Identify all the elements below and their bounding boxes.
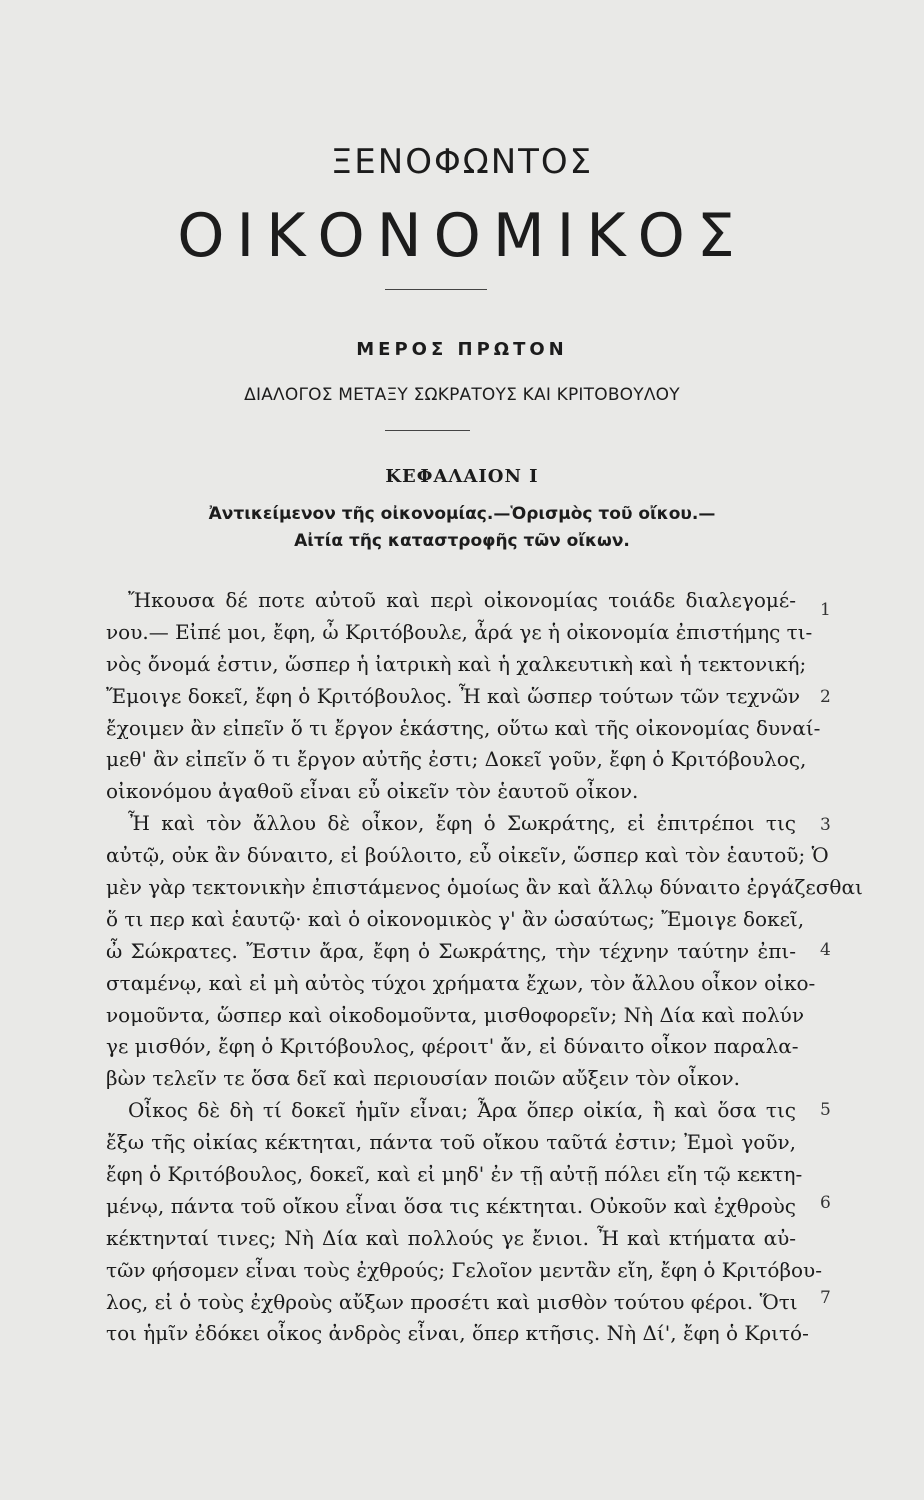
text-line: νὸς ὄνομά ἐστιν, ὥσπερ ἡ ἰατρικὴ καὶ ἡ χαλκευτικὴ καὶ ἡ τεκτονική;	[106, 651, 807, 676]
work-title: ΟΙΚΟΝΟΜΙΚΟΣ	[177, 201, 747, 271]
chapter-heading: ΚΕΦΑΛΑΙΟΝ Ι	[385, 466, 539, 487]
chapter-summary-line: Αἰτία τῆς καταστροφῆς τῶν οἴκων.	[294, 531, 630, 551]
author-heading: ΞΕΝΟΦΩΝΤΟΣ	[330, 142, 594, 182]
text-line: Ἤκουσα δέ ποτε αὐτοῦ καὶ περὶ οἰκονομίας τοιάδε διαλεγομέ-	[128, 588, 796, 612]
section-number: 3	[820, 815, 831, 835]
part-heading: ΜΕΡΟΣ ΠΡΩΤΟΝ	[356, 339, 568, 360]
text-line: αὐτῷ, οὐκ ἂν δύναιτο, εἰ βούλοιτο, εὖ οἰκεῖν, ὥσπερ καὶ τὸν ἑαυτοῦ; Ὁ	[106, 843, 829, 868]
section-number: 6	[820, 1193, 831, 1213]
divider-rule	[385, 430, 470, 431]
body-text	[106, 585, 863, 1350]
text-line: ὅ τι περ καὶ ἑαυτῷ· καὶ ὁ οἰκονομικὸς γ' ἂν ὡσαύτως; Ἔμοιγε δοκεῖ,	[106, 906, 805, 931]
text-line: οἰκονόμου ἀγαθοῦ εἶναι εὖ οἰκεῖν τὸν ἑαυτοῦ οἶκον.	[106, 779, 639, 804]
text-line: Ἦ καὶ τὸν ἄλλου δὲ οἶκον, ἔφη ὁ Σωκράτης, εἰ ἐπιτρέποι τις	[128, 811, 796, 836]
text-line: Ἔμοιγε δοκεῖ, ἔφη ὁ Κριτόβουλος. Ἦ καὶ ὥσπερ τούτων τῶν τεχνῶν	[106, 683, 801, 708]
section-number: 1	[820, 600, 831, 620]
section-number: 2	[820, 687, 831, 707]
text-line: μένῳ, πάντα τοῦ οἴκου εἶναι ὅσα τις κέκτηται. Οὐκοῦν καὶ ἐχθροὺς	[106, 1193, 796, 1218]
text-line: σταμένῳ, καὶ εἰ μὴ αὐτὸς τύχοι χρήματα ἔχων, τὸν ἄλλου οἶκον οἰκο-	[106, 970, 816, 995]
text-line: κέκτηνταί τινες; Νὴ Δία καὶ πολλούς γε ἔνιοι. Ἦ καὶ κτήματα αὐ-	[106, 1225, 796, 1250]
text-line: νομοῦντα, ὥσπερ καὶ οἰκοδομοῦντα, μισθοφορεῖν; Νὴ Δία καὶ πολύν	[106, 1002, 804, 1027]
section-number: 4	[820, 940, 831, 960]
text-line: ἔξω τῆς οἰκίας κέκτηται, πάντα τοῦ οἴκου ταῦτά ἐστιν; Ἐμοὶ γοῦν,	[106, 1130, 796, 1155]
text-line: γε μισθόν, ἔφη ὁ Κριτόβουλος, φέροιτ' ἄν, εἰ δύναιτο οἶκον παραλα-	[106, 1034, 799, 1059]
section-number: 7	[820, 1288, 831, 1308]
dialogue-subtitle: ΔΙΑΛΟΓΟΣ ΜΕΤΑΞΥ ΣΩΚΡΑΤΟΥΣ ΚΑΙ ΚΡΙΤΟΒΟΥΛΟΥ	[244, 385, 680, 405]
text-line: μὲν γὰρ τεκτονικὴν ἐπιστάμενος ὁμοίως ἂν καὶ ἄλλῳ δύναιτο ἐργάζεσθαι	[106, 875, 863, 900]
text-line: τοι ἡμῖν ἐδόκει οἶκος ἀνδρὸς εἶναι, ὅπερ κτῆσις. Νὴ Δί', ἔφη ὁ Κριτό-	[106, 1321, 809, 1346]
text-line: ὦ Σώκρατες. Ἔστιν ἄρα, ἔφη ὁ Σωκράτης, τὴν τέχνην ταύτην ἐπι-	[106, 938, 796, 963]
chapter-summary	[0, 501, 924, 555]
text-line: ἔφη ὁ Κριτόβουλος, δοκεῖ, καὶ εἰ μηδ' ἐν τῇ αὐτῇ πόλει εἴη τῷ κεκτη-	[106, 1162, 803, 1187]
divider-rule	[385, 289, 487, 290]
text-line: Οἶκος δὲ δὴ τί δοκεῖ ἡμῖν εἶναι; Ἆρα ὅπερ οἰκία, ἢ καὶ ὅσα τις	[128, 1098, 796, 1123]
text-line: λος, εἰ ὁ τοὺς ἐχθροὺς αὔξων προσέτι καὶ μισθὸν τούτου φέροι. Ὅτι	[106, 1289, 798, 1314]
text-line: νου.— Εἰπέ μοι, ἔφη, ὦ Κριτόβουλε, ἆρά γε ἡ οἰκονομία ἐπιστήμης τι-	[106, 619, 813, 644]
text-line: τῶν φήσομεν εἶναι τοὺς ἐχθρούς; Γελοῖον μεντἂν εἴη, ἔφη ὁ Κριτόβου-	[106, 1257, 822, 1282]
chapter-summary-line: Ἀντικείμενον τῆς οἰκονομίας.—Ὁρισμὸς τοῦ οἴκου.—	[208, 504, 716, 524]
section-number: 5	[820, 1100, 831, 1120]
text-line: βὼν τελεῖν τε ὅσα δεῖ καὶ περιουσίαν ποιῶν αὔξειν τὸν οἶκον.	[106, 1066, 740, 1091]
text-line: μεθ' ἂν εἰπεῖν ὅ τι ἔργον αὐτῆς ἐστι; Δοκεῖ γοῦν, ἔφη ὁ Κριτόβουλος,	[106, 747, 807, 772]
text-line: ἔχοιμεν ἂν εἰπεῖν ὅ τι ἔργον ἑκάστης, οὕτω καὶ τῆς οἰκονομίας δυναί-	[106, 715, 821, 740]
